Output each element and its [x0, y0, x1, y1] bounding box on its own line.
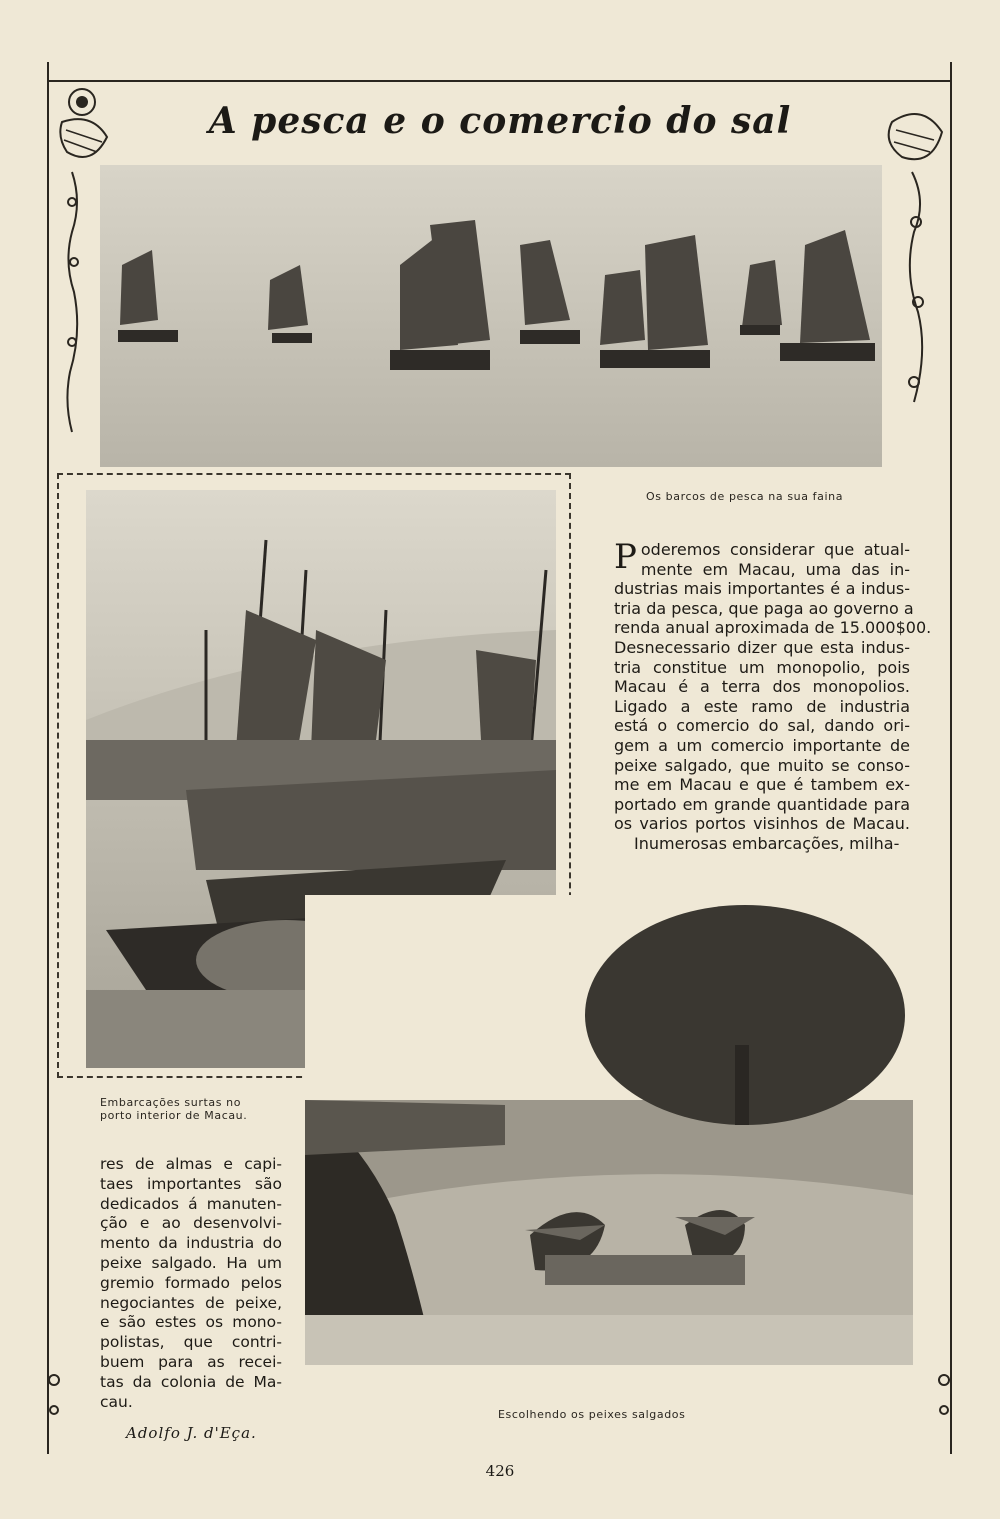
text-line: peixe salgado. Ha um	[100, 1253, 282, 1272]
text-line: mente em Macau, uma das in-	[640, 559, 910, 579]
right-column-text	[614, 537, 932, 854]
text-line: peixe salgado, que muito se conso-	[614, 755, 910, 775]
top-rule	[47, 80, 952, 82]
text-line: os varios portos visinhos de Macau.	[614, 814, 910, 834]
text-line: Ligado a este ramo de industria	[614, 696, 910, 716]
text-line: dustrias mais importantes é a indus-	[614, 579, 910, 599]
text-line: negociantes de peixe,	[100, 1293, 282, 1312]
text-line: renda anual aproximada de 15.000$00.	[614, 618, 932, 638]
text-line: mento da industria do	[100, 1234, 282, 1253]
text-line: e são estes os mono-	[100, 1313, 282, 1332]
text-line: buem para as recei-	[100, 1352, 282, 1371]
text-line: tria da pesca, que paga ao governo a	[614, 598, 914, 618]
page-number: 426	[485, 1462, 515, 1480]
text-line: Macau é a terra dos monopolios.	[614, 677, 910, 697]
drop-cap: P	[614, 537, 637, 577]
text-line: oderemos considerar que atual-	[640, 540, 910, 559]
article-title: A pesca e o comercio do sal	[208, 100, 792, 142]
text-line: tas da colonia de Ma-	[100, 1372, 282, 1391]
harbor-caption-line-2: porto interior de Macau.	[100, 1109, 248, 1122]
text-line: ção e ao desenvolvi-	[100, 1214, 282, 1233]
text-line: portado em grande quantidade para	[614, 794, 910, 814]
text-line: tria constitue um monopolio, pois	[614, 657, 910, 677]
text-line: Desnecessario dizer que esta indus-	[614, 637, 910, 657]
text-line: cau.	[100, 1392, 133, 1411]
salted-fish-caption: Escolhendo os peixes salgados	[498, 1408, 686, 1421]
fishing-boats-caption: Os barcos de pesca na sua faina	[646, 490, 844, 503]
text-line: gem a um comercio importante de	[614, 735, 910, 755]
text-line: está o comercio do sal, dando ori-	[614, 716, 910, 736]
text-line: me em Macau e que é tambem ex-	[614, 775, 910, 795]
text-line: dedicados á manuten-	[100, 1194, 282, 1213]
right-lower-ornament	[934, 1360, 954, 1440]
author-signature: Adolfo J. d'Eça.	[126, 1424, 257, 1442]
text-line: polistas, que contri-	[100, 1333, 282, 1352]
harbor-boats-caption	[100, 1096, 247, 1122]
text-line: Inumerosas embarcações, milha-	[634, 833, 900, 853]
fishing-boats-photo	[100, 165, 882, 467]
left-lower-ornament	[44, 1360, 64, 1440]
salted-fish-photo	[305, 895, 913, 1365]
text-line: res de almas e capi-	[100, 1155, 282, 1173]
left-column-text	[100, 1155, 282, 1412]
harbor-caption-line-1: Embarcações surtas no	[100, 1096, 242, 1109]
text-line: taes importantes são	[100, 1174, 282, 1193]
text-line: gremio formado pelos	[100, 1273, 282, 1292]
